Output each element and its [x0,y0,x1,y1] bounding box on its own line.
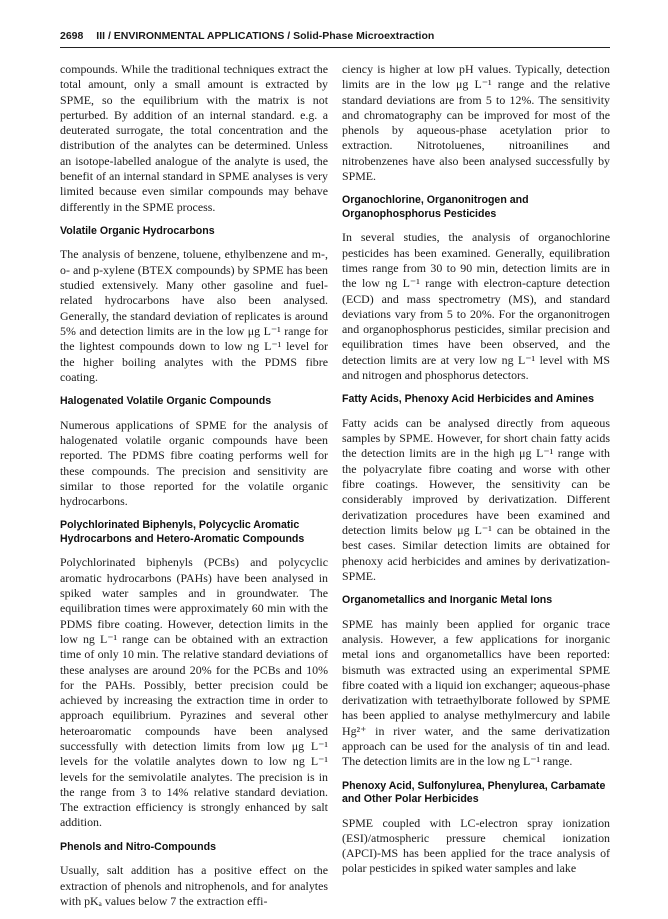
heading-halogenated-voc: Halogenated Volatile Organic Compounds [60,395,272,408]
running-head [60,30,610,46]
paragraph-pcb-pah: Polychlorinated biphenyls (PCBs) and polycyclic aromatic hydrocarbons (PAHs) have been analysed in spiked water samples and in groundwater. The equilibration times were approximately 60 min with the PDMS fibre coating. However, detection limits in the low ng L⁻¹ range can be obtained with an extraction time of only 10 min. The relative standard deviations of these analyses are around 20% for the PCBs and 10% for the PAHs. Possibly, better precision could be achieved by increasing the extraction time in order to approach equilibrium. Pyrazines and several other heteroaromatic compounds have been analysed successfully with detection limits from low μg L⁻¹ levels for the volatile analytes down to low ng L⁻¹ levels for the semivolatile analytes. The precision is in the range from 3 to 14% relative standard deviation. The extraction efficiency is strongly enhanced by salt addition. [60,555,328,830]
page-number: 2698 [60,30,84,42]
paragraph-halogenated-voc: Numerous applications of SPME for the analysis of halogenated volatile organic compounds have been reported. The PDMS fibre coating performs well for these compounds. The precision and sensitivity are similar to those reported for the volatile organic hydrocarbons. [60,417,328,509]
paragraph-phenols-continued: ciency is higher at low pH values. Typically, detection limits are in the low μg L⁻¹ range and the relative standard deviations are from 5 to 12%. The sensitivity and chromatography can be improved for most of the phenols by aqueous-phase acetylation prior to extraction. Nitrotoluenes, nitroanilines and nitrobenzenes have also been analysed successfully by SPME. [342,62,610,184]
heading-organometallics: Organometallics and Inorganic Metal Ions [342,594,553,607]
heading-fatty-acids: Fatty Acids, Phenoxy Acid Herbicides and Amines [342,393,594,406]
paragraph-pesticides: In several studies, the analysis of organochlorine pesticides has been examined. Generally, equilibration times range from 30 to 90 min, detection limits are in the low ng L⁻¹ range with electron-capture detection (ECD) and mass spectrometry (MS), and standard deviations vary from 5 to 20%. For the organonitrogen and organophosphorus pesticides, similar precision and equilibration times have been observed, and the detection limits are at very low ng L⁻¹ level with MS and nitrogen and phosphorus detectors. [342,230,610,383]
paragraph-fatty-acids: Fatty acids can be analysed directly from aqueous samples by SPME. However, for short chain fatty acids the detection limits are in the high μg L⁻¹ range with the polyacrylate fibre coating and worse with other fibre coatings. However, the sensitivity can be considerably improved by derivatization. Different derivatization procedures have been examined and detection limits below μg L⁻¹ can be obtained in the best cases. Similar detection limits are obtained for phenoxy acid herbicides and amines by derivatization-SPME. [342,415,610,583]
paragraph-polar-herbicides: SPME coupled with LC-electron spray ionization (ESI)/atmospheric pressure chemical ionization (APCI)-MS has been applied for the trace analysis of polar pesticides in spiked water samples and lake [342,815,610,876]
heading-phenols-nitro: Phenols and Nitro-Compounds [60,840,216,853]
right-column [342,62,610,887]
heading-volatile-organic-hydrocarbons: Volatile Organic Hydrocarbons [60,224,215,237]
heading-pesticides: Organochlorine, Organonitrogen and Organophosphorus Pesticides [342,194,529,220]
paragraph-volatile-organic-hydrocarbons: The analysis of benzene, toluene, ethylbenzene and m-, o- and p-xylene (BTEX compounds) by SPME has been studied extensively. Many other gasoline and fuel-related hydrocarbons have also been analysed. Generally, the standard deviation of replicates is around 5% and detection limits are in the low μg L⁻¹ range for the lightest compounds down to low ng L⁻¹ level for the higher boiling analytes with the PDMS fibre coating. [60,247,328,384]
paragraph-organometallics: SPME has mainly been applied for organic trace analysis. However, a few applications for inorganic metal ions and organometallics have been reported: bismuth was extracted using an experimental SPME fibre coated with a liquid ion exchanger; aqueous-phase derivatization with tetraethylborate followed by SPME has been applied to analyse methylmercury and labile Hg²⁺ in river water, and the same derivatization approach can be used for the analysis of tin and lead. The detection limits are in the low ng L⁻¹ range. [342,616,610,769]
section-title: III / ENVIRONMENTAL APPLICATIONS / Solid-Phase Microextraction [96,30,435,42]
heading-pcb-pah: Polychlorinated Biphenyls, Polycyclic Aromatic Hydrocarbons and Hetero-Aromatic Compounds [60,519,305,545]
paragraph-phenols-nitro: Usually, salt addition has a positive effect on the extraction of phenols and nitrophenols, and for analytes with pKₐ values below 7 the extraction effi- [60,863,328,908]
paragraph-intro-continued: compounds. While the traditional techniques extract the total amount, only a small amount is extracted by SPME, so the equilibrium with the matrix is not perturbed. By addition of an internal standard. e.g. a deuterated surrogate, the total concentration and the distribution of the analytes can be determined. Unless an isotope-labelled analogue of the analyte is used, the benefit of an internal standard in SPME analyses is very limited because even similar compounds may behave differently in the SPME process. [60,62,328,214]
left-column [60,62,328,919]
header-rule [60,47,610,48]
heading-polar-herbicides: Phenoxy Acid, Sulfonylurea, Phenylurea, Carbamate and Other Polar Herbicides [342,779,606,806]
